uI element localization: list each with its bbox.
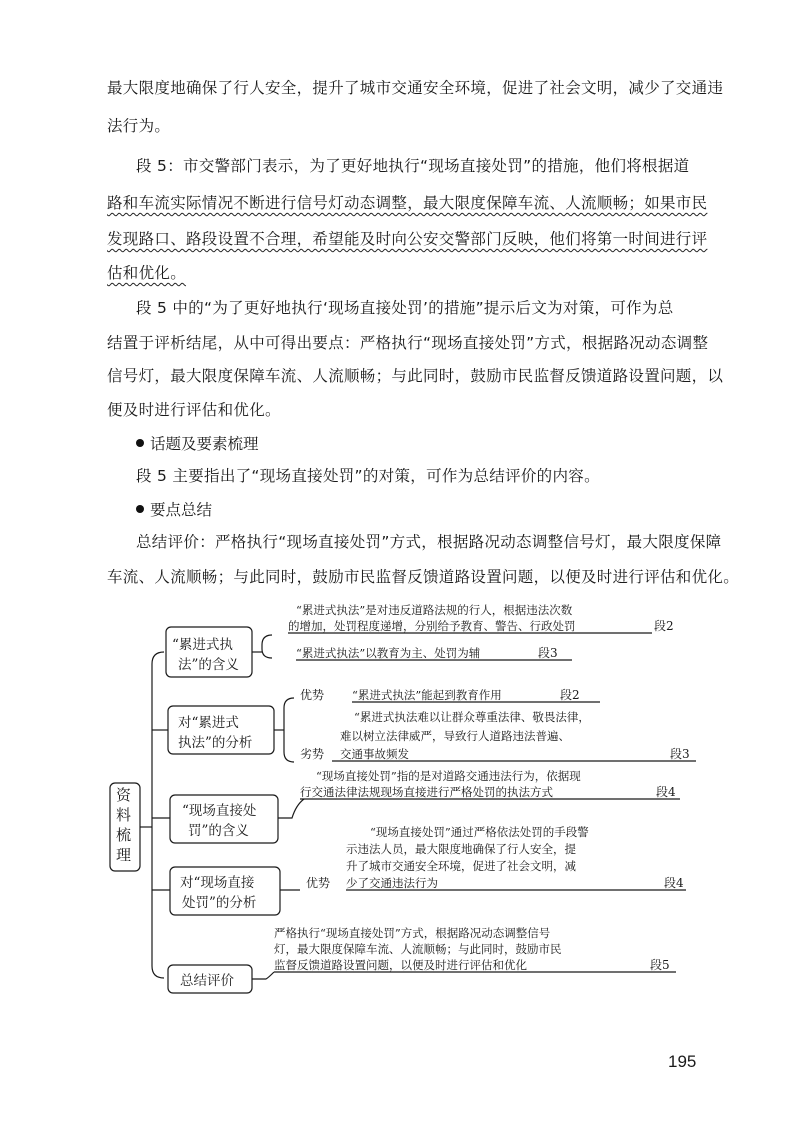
box-b3-label: 罚”的含义 [188, 823, 249, 839]
text-line: 最大限度地确保了行人安全，提升了城市交通安全环境，促进了社会文明，减少了交通违 [107, 79, 724, 97]
root-label: 理 [116, 846, 132, 864]
analysis-line: 便及时进行评估和优化。 [107, 401, 281, 419]
summary-heading-text: 要点总结 [150, 501, 213, 519]
ref-label: 段4 [664, 876, 684, 890]
para5-line: 估和优化。 [107, 264, 187, 282]
b2-text: 难以树立法律威严，导致行人道路违法普遍、 [340, 729, 570, 743]
b1-text: 的增加，处罚程度递增，分别给予教育、警告、行政处罚 [288, 619, 576, 633]
box-b4-label: 处罚”的分析 [182, 895, 257, 911]
box-b1-label: 法”的含义 [178, 657, 239, 673]
box-b4-label: 对“现场直接 [180, 875, 255, 891]
ref-label: 段2 [560, 688, 580, 702]
b4-text: 示违法人员，最大限度地确保了行人安全，提 [346, 842, 576, 856]
b2-text: 交通事故频发 [340, 747, 409, 761]
b5-text: 严格执行“现场直接处罚”方式，根据路况动态调整信号 [274, 926, 551, 940]
text-line: 法行为。 [107, 117, 171, 135]
brace-b1 [262, 635, 272, 658]
ref-label: 段2 [654, 619, 674, 633]
brace-b2 [284, 698, 294, 762]
b5-text: 监督反馈道路设置问题，以便及时进行评估和优化 [274, 958, 527, 972]
connector [252, 972, 274, 979]
b4-text: 少了交通违法行为 [346, 876, 438, 890]
b3-text: “现场直接处罚”指的是对道路交通违法行为，依据现 [316, 769, 581, 783]
ref-label: 段4 [656, 785, 676, 799]
b2-text: “累进式执法”能起到教育作用 [352, 688, 502, 702]
topic-heading-text: 话题及要素梳理 [150, 435, 259, 453]
b3-text: 行交通法律法规现场直接进行严格处罚的执法方式 [300, 785, 553, 799]
summary-line: 车流、人流顺畅；与此同时，鼓励市民监督反馈道路设置问题，以便及时进行评估和优化。 [107, 568, 740, 586]
topic-text: 段 5 主要指出了“现场直接处罚”的对策，可作为总结评价的内容。 [136, 467, 600, 485]
ref-label: 段3 [670, 747, 690, 761]
ref-label: 段3 [538, 646, 558, 660]
box-b3-label: “现场直接处 [182, 803, 257, 819]
box-b5-label: 总结评价 [180, 973, 234, 989]
b5-text: 灯，最大限度保障车流、人流顺畅；与此同时，鼓励市民 [274, 942, 562, 956]
b4-text: 升了城市交通安全环境，促进了社会文明，减 [346, 859, 576, 873]
para5-line: 发现路口、路段设置不合理，希望能及时向公安交警部门反映，他们将第一时间进行评 [107, 230, 708, 248]
adv-label: 优势 [300, 688, 325, 702]
b1-text: “累进式执法”是对违反道路法规的行人，根据违法次数 [296, 603, 573, 617]
summary-line: 总结评价：严格执行“现场直接处罚”方式，根据路况动态调整信号灯，最大限度保障 [136, 533, 722, 551]
dis-label: 劣势 [300, 747, 325, 761]
b2-text: “累进式执法难以让群众尊重法律、敬畏法律， [354, 710, 590, 724]
ref-label: 段5 [650, 958, 670, 972]
connector [278, 799, 304, 818]
analysis-line: 信号灯，最大限度保障车流、人流顺畅；与此同时，鼓励市民监督反馈道路设置问题，以 [107, 367, 724, 385]
adv-label: 优势 [306, 876, 331, 890]
analysis-line: 段 5 中的“为了更好地执行‘现场直接处罚’的措施”提示后文为对策，可作为总 [136, 299, 674, 317]
analysis-line: 结置于评析结尾，从中可得出要点：严格执行“现场直接处罚”方式，根据路况动态调整 [107, 334, 709, 352]
root-label: 资 [116, 786, 132, 804]
para5-line: 段 5：市交警部门表示，为了更好地执行“现场直接处罚”的措施，他们将根据道 [136, 157, 690, 175]
page-number: 195 [668, 1052, 697, 1071]
root-label: 料 [116, 806, 132, 824]
box-b1-label: “累进式执 [172, 637, 233, 653]
b4-text: “现场直接处罚”通过严格依法处罚的手段警 [370, 825, 589, 839]
trunk-brace [152, 652, 164, 978]
b1-text: “累进式执法”以教育为主、处罚为辅 [296, 646, 481, 660]
box-b2-label: 对“累进式 [178, 715, 239, 731]
box-b2-label: 执法”的分析 [178, 735, 253, 751]
root-label: 梳 [116, 826, 132, 844]
para5-line: 路和车流实际情况不断进行信号灯动态调整，最大限度保障车流、人流顺畅；如果市民 [107, 194, 708, 212]
